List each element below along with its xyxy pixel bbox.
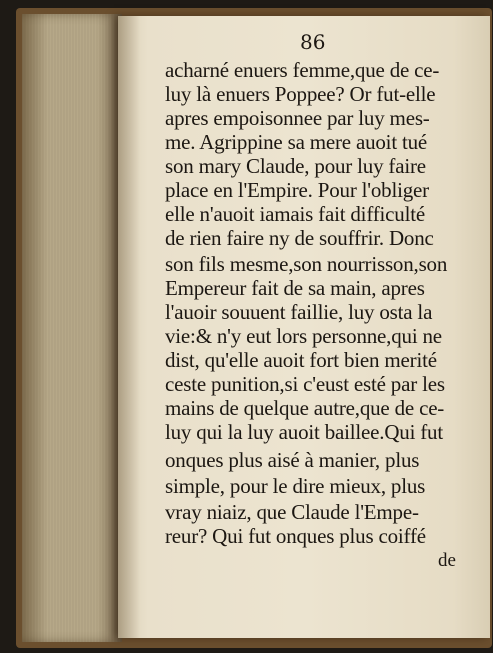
- text-line: ceste punition,si c'eust esté par les: [165, 372, 445, 396]
- text-line: onques plus aisé à manier, plus: [165, 448, 420, 472]
- page-gutter: [118, 16, 140, 638]
- catchword: de: [438, 550, 456, 571]
- page-number: 86: [300, 30, 326, 54]
- text-line: vray niaiz, que Claude l'Empe-: [165, 500, 419, 524]
- text-line: acharné enuers femme,que de ce-: [165, 58, 440, 82]
- text-line: simple, pour le dire mieux, plus: [165, 474, 426, 498]
- text-line: son fils mesme,son nourrisson,son: [165, 252, 448, 276]
- text-line: mains de quelque autre,que de ce-: [165, 396, 445, 420]
- text-line: son mary Claude, pour luy faire: [165, 154, 426, 178]
- text-line: vie:& n'y eut lors personne,qui ne: [165, 324, 442, 348]
- text-line: dist, qu'elle auoit fort bien merité: [165, 348, 437, 372]
- text-line: luy qui la luy auoit baillee.Qui fut: [165, 420, 443, 444]
- text-line: me. Agrippine sa mere auoit tué: [165, 130, 428, 154]
- text-line: l'auoir souuent faillie, luy osta la: [165, 300, 433, 324]
- text-line: apres empoisonnee par luy mes-: [165, 106, 430, 130]
- text-line: place en l'Empire. Pour l'obliger: [165, 178, 429, 202]
- text-line: luy là enuers Poppee? Or fut-elle: [165, 82, 436, 106]
- text-line: reur? Qui fut onques plus coiffé: [165, 524, 426, 548]
- text-line: elle n'auoit iamais fait difficulté: [165, 202, 425, 226]
- text-line: de rien faire ny de souffrir. Donc: [165, 226, 434, 250]
- page-edges-shadow: [22, 14, 122, 642]
- text-line: Empereur fait de sa main, apres: [165, 276, 425, 300]
